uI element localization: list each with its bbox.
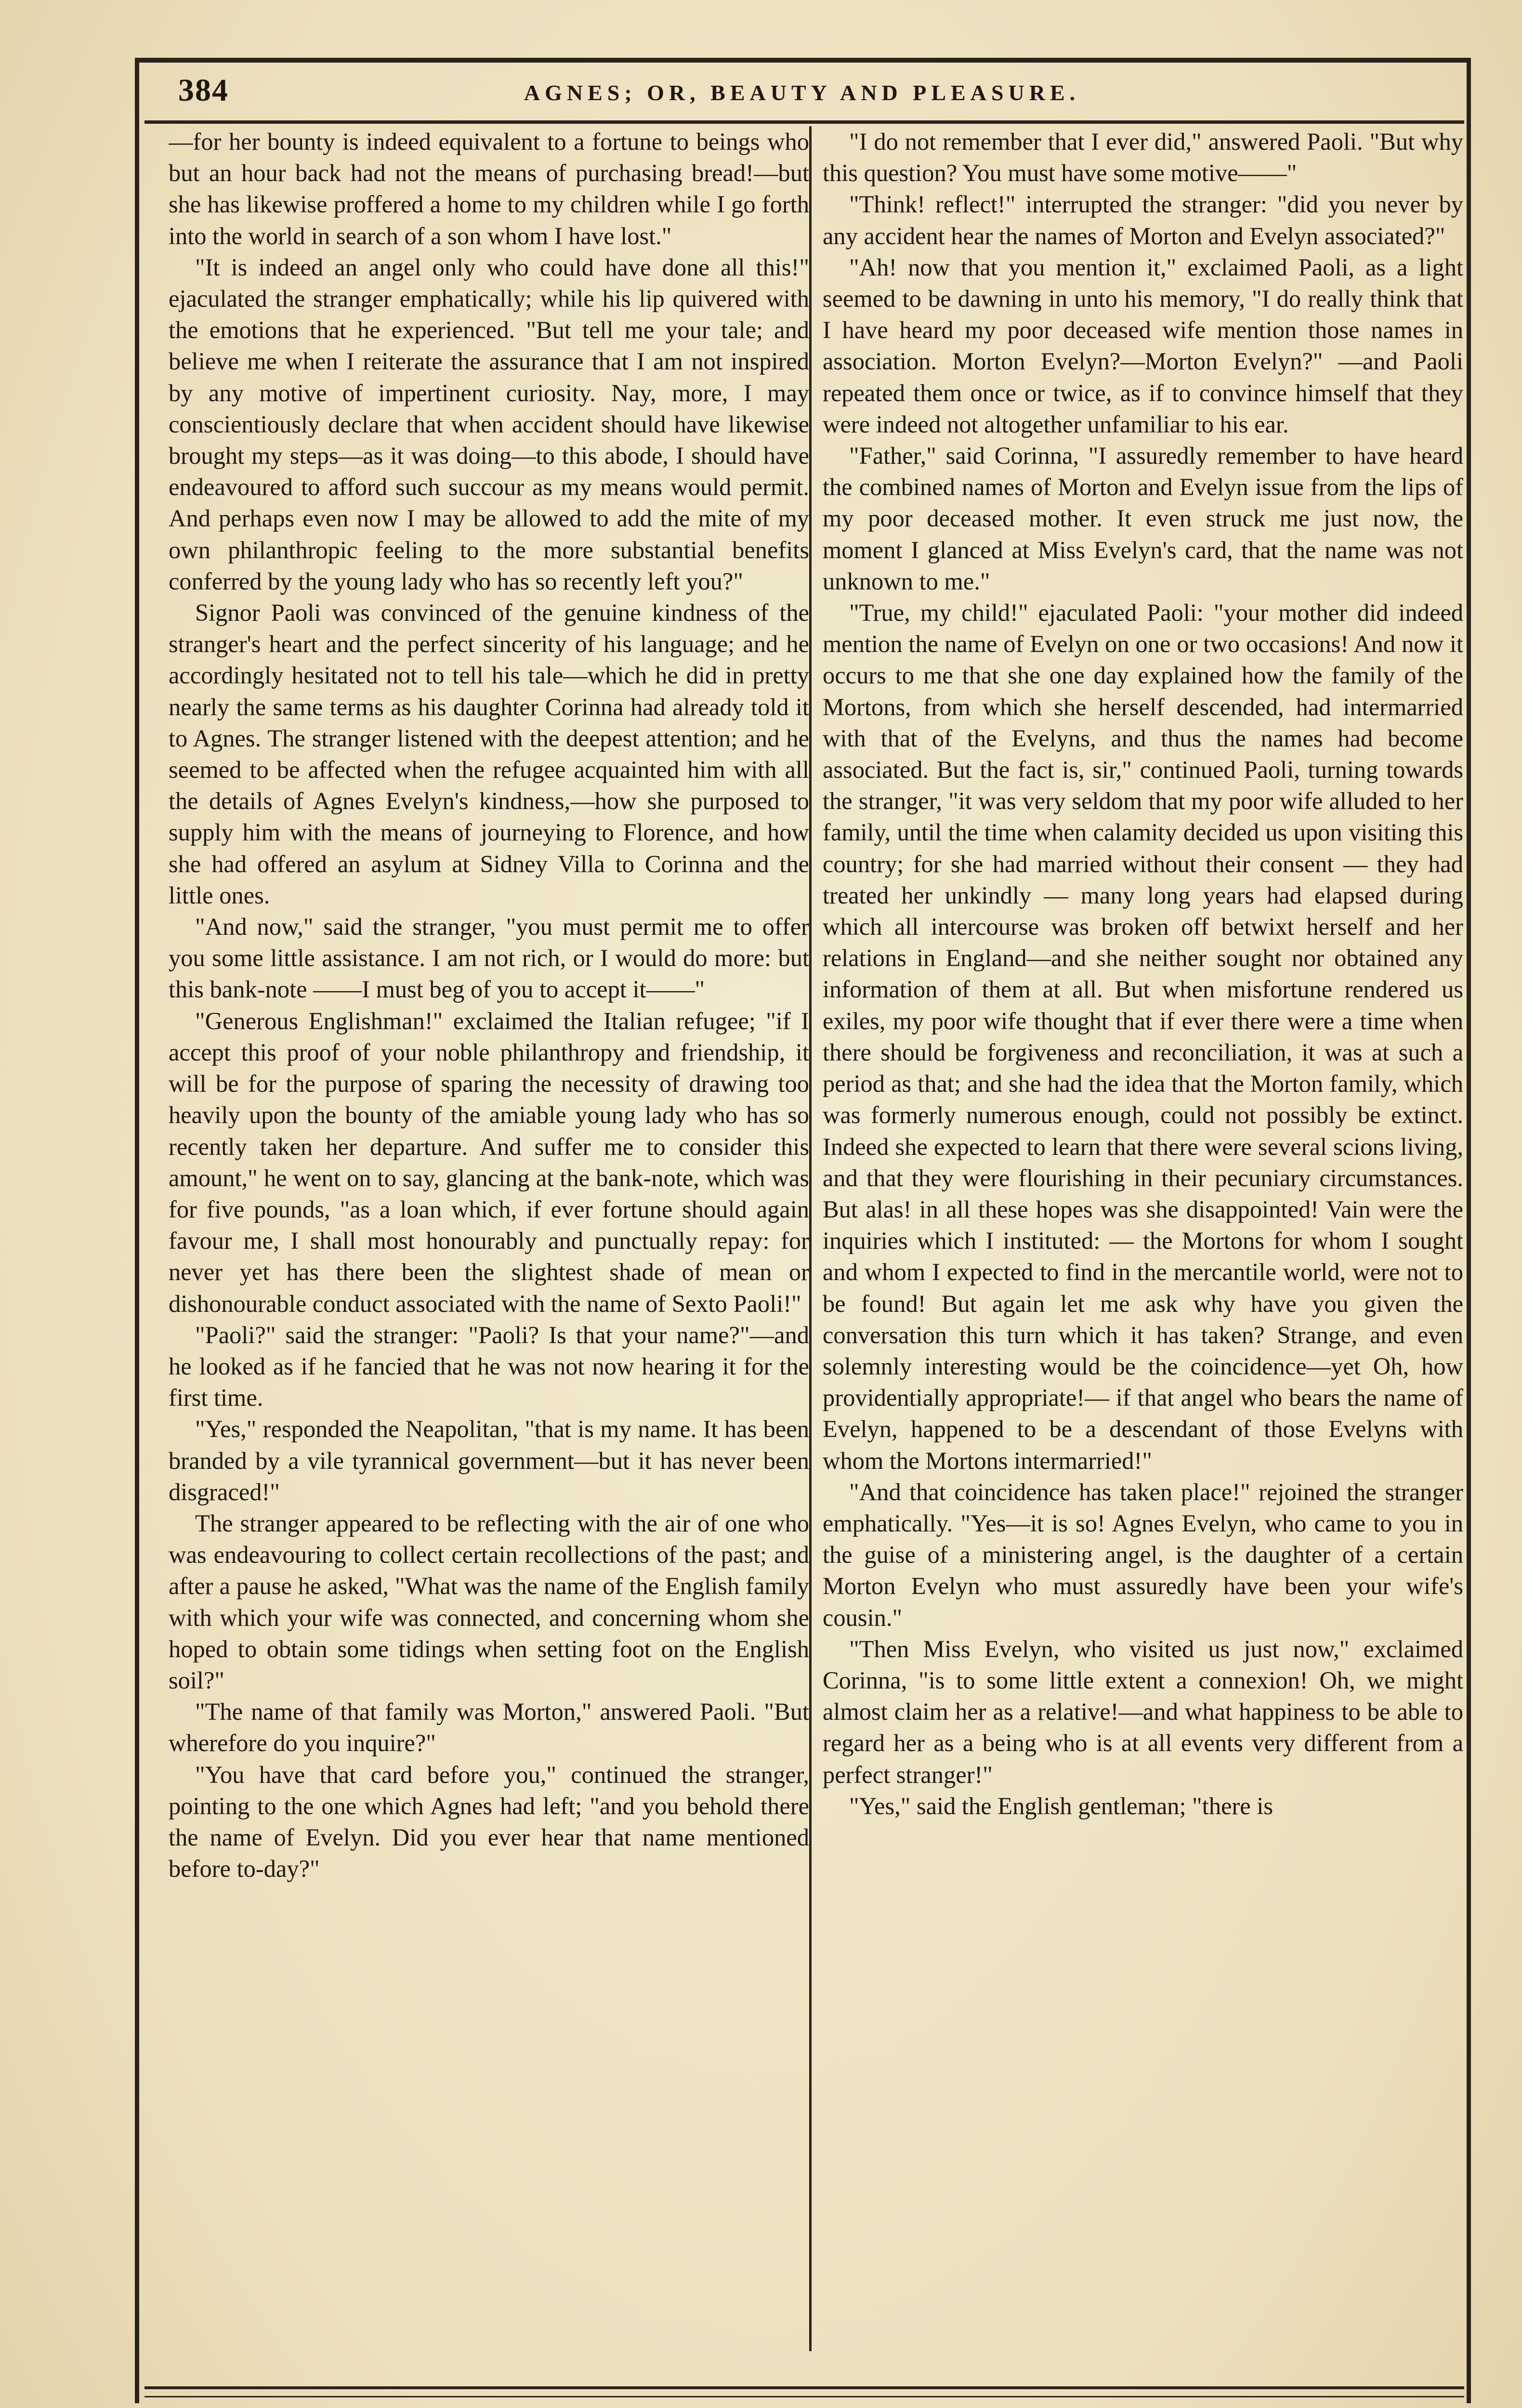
top-border xyxy=(135,58,1469,63)
header-rule xyxy=(144,120,1464,124)
paragraph: "I do not remember that I ever did," answered Paoli. "But why this question? You must have some motive——" xyxy=(823,128,1463,187)
paragraph: "Father," said Corinna, "I assuredly remember to have heard the combined names of Morton and Evelyn issue from the lips of my poor deceased mother. It even struck me just now, the moment I glanced at Miss Evelyn's card, that the name was not unknown to me." xyxy=(823,442,1463,595)
paragraph: "Ah! now that you mention it," exclaimed Paoli, as a light seemed to be dawning in unto his memory, "I do really think that I have heard my poor deceased wife mention those names in association. Morton Evelyn?—Morton Evelyn?" —and Paoli repeated them once or twice, as if to convince himself that they were indeed not altogether unfamiliar to his ear. xyxy=(823,253,1463,438)
page-header xyxy=(144,72,1459,125)
paragraph: "You have that card before you," continued the stranger, pointing to the one which Agnes had left; "and you behold there the name of Evelyn. Did you ever hear that name mentioned before to-day?" xyxy=(169,1761,809,1883)
paragraph: "And now," said the stranger, "you must permit me to offer you some little assistance. I am not rich, or I would do more: but this bank-note ——I must beg of you to accept it——" xyxy=(169,913,809,1003)
paragraph: "True, my child!" ejaculated Paoli: "your mother did indeed mention the name of Evelyn on one or two occasions! And now it occurs to me that she one day explained how the family of the Mortons, from which she herself descended, had intermarried with that of the Evelyns, and thus the names had become associated. But the fact is, sir," continued Paoli, turning towards the stranger, "it was very seldom that my poor wife alluded to her family, until the time when calamity decided us upon visiting this country; for she had married without their consent — they had treated her unkindly — many long years had elapsed during which all intercourse was broken off betwixt herself and her relations in England—and she neither sought nor obtained any information of them at all. But when misfortune rendered us exiles, my poor wife thought that if ever there were a time when there should be forgiveness and reconciliation, it was at such a period as that; and she had the idea that the Morton family, which was formerly numerous enough, could not possibly be extinct. Indeed she expected to learn that there were several scions living, and that they were flourishing in their pecuniary circumstances. But alas! in all these hopes was she disappointed! Vain were the inquiries which I instituted: — the Mortons for whom I sought and whom I expected to find in the mercantile world, were not to be found! But again let me ask why have you given the conversation this turn which it has taken? Strange, and even solemnly interesting would be the coincidence—yet Oh, how providentially appropriate!— if that angel who bears the name of Evelyn, happened to be a descendant of those Evelyns with whom the Mortons intermarried!" xyxy=(823,599,1463,1474)
paragraph: "Yes," responded the Neapolitan, "that is my name. It has been branded by a vile tyrannical government—but it has never been disgraced!" xyxy=(169,1415,809,1505)
page-number: 384 xyxy=(178,73,229,108)
left-border xyxy=(135,58,139,2403)
paragraph: "Paoli?" said the stranger: "Paoli? Is that your name?"—and he looked as if he fancied that he was not now hearing it for the first time. xyxy=(169,1321,809,1412)
column-divider xyxy=(809,126,812,2351)
footer-rule-thin xyxy=(144,2396,1464,2397)
paragraph: "It is indeed an angel only who could have done all this!" ejaculated the stranger emphatically; while his lip quivered with the emotions that he experienced. "But tell me your tale; and believe me when I reiterate the assurance that I am not inspired by any motive of impertinent curiosity. Nay, more, I may conscientiously declare that when accident should have likewise brought my steps—as it was doing—to this abode, I should have endeavoured to afford such succour as my means would permit. And perhaps even now I may be allowed to add the mite of my own philanthropic feeling to the more substantial benefits conferred by the young lady who has so recently left you?" xyxy=(169,253,809,595)
paragraph: —for her bounty is indeed equivalent to a fortune to beings who but an hour back had not the means of purchasing bread!—but she has likewise proffered a home to my children while I go forth into the world in search of a son whom I have lost." xyxy=(169,128,809,249)
paragraph: "Think! reflect!" interrupted the stranger: "did you never by any accident hear the names of Morton and Evelyn associated?" xyxy=(823,191,1463,249)
paragraph: "Generous Englishman!" exclaimed the Italian refugee; "if I accept this proof of your noble philanthropy and friendship, it will be for the purpose of sparing the necessity of drawing too heavily upon the bounty of the amiable young lady who has so recently taken her departure. And suffer me to consider this amount," he went on to say, glancing at the bank-note, which was for five pounds, "as a loan which, if ever fortune should again favour me, I shall most honourably and punctually repay: for never yet has there been the slightest shade of mean or dishonourable conduct associated with the name of Sexto Paoli!" xyxy=(169,1007,809,1317)
footer-rule xyxy=(144,2386,1464,2389)
right-border xyxy=(1467,58,1471,2403)
paragraph: "Then Miss Evelyn, who visited us just now," exclaimed Corinna, "is to some little extent a connexion! Oh, we might almost claim her as a relative!—and what happiness to be able to regard her as a being who is at all events very different from a perfect stranger!" xyxy=(823,1635,1463,1788)
paragraph: "Yes," said the English gentleman; "there is xyxy=(849,1792,1273,1819)
running-title: AGNES; OR, BEAUTY AND PLEASURE. xyxy=(524,80,1080,105)
paragraph: The stranger appeared to be reflecting with the air of one who was endeavouring to collect certain recollections of the past; and after a pause he asked, "What was the name of the English family with which your wife was connected, and concerning whom she hoped to obtain some tidings when setting foot on the English soil?" xyxy=(169,1509,809,1694)
paragraph: Signor Paoli was convinced of the genuine kindness of the stranger's heart and the perfect sincerity of his language; and he accordingly hesitated not to tell his tale—which he did in pretty nearly the same terms as his daughter Corinna had already told it to Agnes. The stranger listened with the deepest attention; and he seemed to be affected when the refugee acquainted him with all the details of Agnes Evelyn's kindness,—how she purposed to supply him with the means of journeying to Florence, and how she had offered an asylum at Sidney Villa to Corinna and the little ones. xyxy=(169,599,809,909)
right-column xyxy=(823,126,1463,2351)
left-column xyxy=(169,126,809,2351)
paragraph: "The name of that family was Morton," answered Paoli. "But wherefore do you inquire?" xyxy=(169,1698,809,1757)
paragraph: "And that coincidence has taken place!" rejoined the stranger emphatically. "Yes—it is so! Agnes Evelyn, who came to you in the guise of a ministering angel, is the daughter of a certain Morton Evelyn who must assuredly have been your wife's cousin." xyxy=(823,1478,1463,1631)
